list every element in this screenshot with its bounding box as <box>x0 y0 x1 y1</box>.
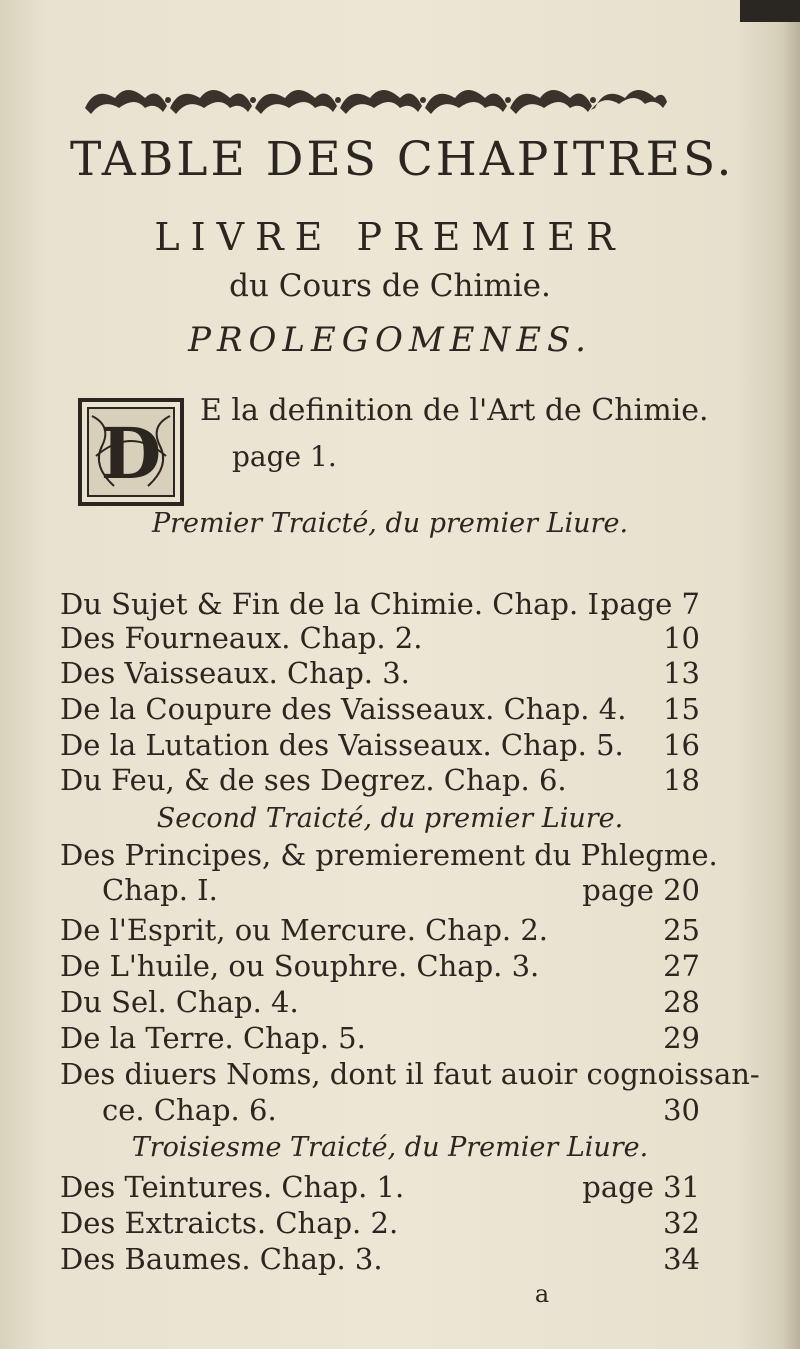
toc-page: page 7 <box>600 587 700 621</box>
dropcap-letter: D <box>100 412 162 495</box>
toc-page: 25 <box>663 913 700 947</box>
page-title: TABLE DES CHAPITRES. <box>70 132 735 187</box>
toc-entry: Des Extraicts. Chap. 2. <box>60 1206 399 1240</box>
toc-entry: Du Sel. Chap. 4. <box>60 985 299 1019</box>
toc-entry: Du Feu, & de ses Degrez. Chap. 6. <box>60 763 567 797</box>
toc-entry: Chap. I. <box>102 873 218 907</box>
toc-page: 10 <box>663 621 700 655</box>
toc-row <box>60 949 700 983</box>
page-edge-shadow <box>782 22 800 1349</box>
treatise-2-heading: Second Traicté, du premier Liure. <box>156 803 624 834</box>
toc-page: page 31 <box>582 1170 700 1204</box>
toc-entry: Des Teintures. Chap. 1. <box>60 1170 405 1204</box>
toc-row <box>60 985 700 1019</box>
toc-entry: De la Terre. Chap. 5. <box>60 1021 366 1055</box>
toc-page: 30 <box>663 1093 700 1127</box>
toc-page: 29 <box>663 1021 700 1055</box>
toc-page: 27 <box>663 949 700 983</box>
toc-page: 28 <box>663 985 700 1019</box>
treatise-3-heading: Troisiesme Traicté, du Premier Liure. <box>131 1132 649 1163</box>
toc-row <box>60 913 700 947</box>
toc-entry: De la Coupure des Vaisseaux. Chap. 4. <box>60 692 627 726</box>
toc-page: 34 <box>663 1242 700 1276</box>
toc-entry: Du Sujet & Fin de la Chimie. Chap. I. <box>60 587 609 621</box>
treatise-1-heading: Premier Traicté, du premier Liure. <box>151 508 629 539</box>
toc-row <box>60 1093 700 1127</box>
toc-entry: De l'Esprit, ou Mercure. Chap. 2. <box>60 913 549 947</box>
toc-row <box>60 838 718 872</box>
toc-row <box>60 763 700 797</box>
toc-page: 16 <box>663 728 700 762</box>
toc-entry: Des Vaisseaux. Chap. 3. <box>60 656 410 690</box>
toc-row <box>60 692 700 726</box>
toc-row <box>60 621 700 655</box>
toc-row <box>60 587 700 621</box>
toc-entry: De L'huile, ou Souphre. Chap. 3. <box>60 949 540 983</box>
book-subtitle: du Cours de Chimie. <box>229 268 551 304</box>
toc-entry: Des Fourneaux. Chap. 2. <box>60 621 423 655</box>
book-heading: LIVRE PREMIER <box>154 215 626 259</box>
intro-page: page 1. <box>232 440 337 473</box>
signature-mark: a <box>534 1280 550 1308</box>
toc-row <box>60 1021 700 1055</box>
toc-row <box>60 1206 700 1240</box>
intro-entry: E la definition de l'Art de Chimie. <box>200 393 709 428</box>
decorated-initial-d <box>76 396 186 508</box>
toc-page: 15 <box>663 692 700 726</box>
toc-entry: De la Lutation des Vaisseaux. Chap. 5. <box>60 728 624 762</box>
toc-entry: ce. Chap. 6. <box>102 1093 277 1127</box>
toc-row <box>60 873 700 907</box>
toc-page: 32 <box>663 1206 700 1240</box>
toc-page: 13 <box>663 656 700 690</box>
toc-entry: Des Principes, & premierement du Phlegme. <box>60 838 718 872</box>
toc-entry: Des Baumes. Chap. 3. <box>60 1242 383 1276</box>
toc-row <box>60 1170 700 1204</box>
section-heading: PROLEGOMENES. <box>188 320 592 360</box>
toc-row <box>60 728 700 762</box>
toc-row <box>60 1242 700 1276</box>
toc-entry: Des diuers Noms, dont il faut auoir cognoissan- <box>60 1057 760 1091</box>
scan-corner-shadow <box>740 0 800 22</box>
toc-page: 18 <box>663 763 700 797</box>
ornament-band <box>80 78 670 118</box>
toc-row <box>60 656 700 690</box>
toc-page: page 20 <box>582 873 700 907</box>
toc-row <box>60 1057 760 1091</box>
